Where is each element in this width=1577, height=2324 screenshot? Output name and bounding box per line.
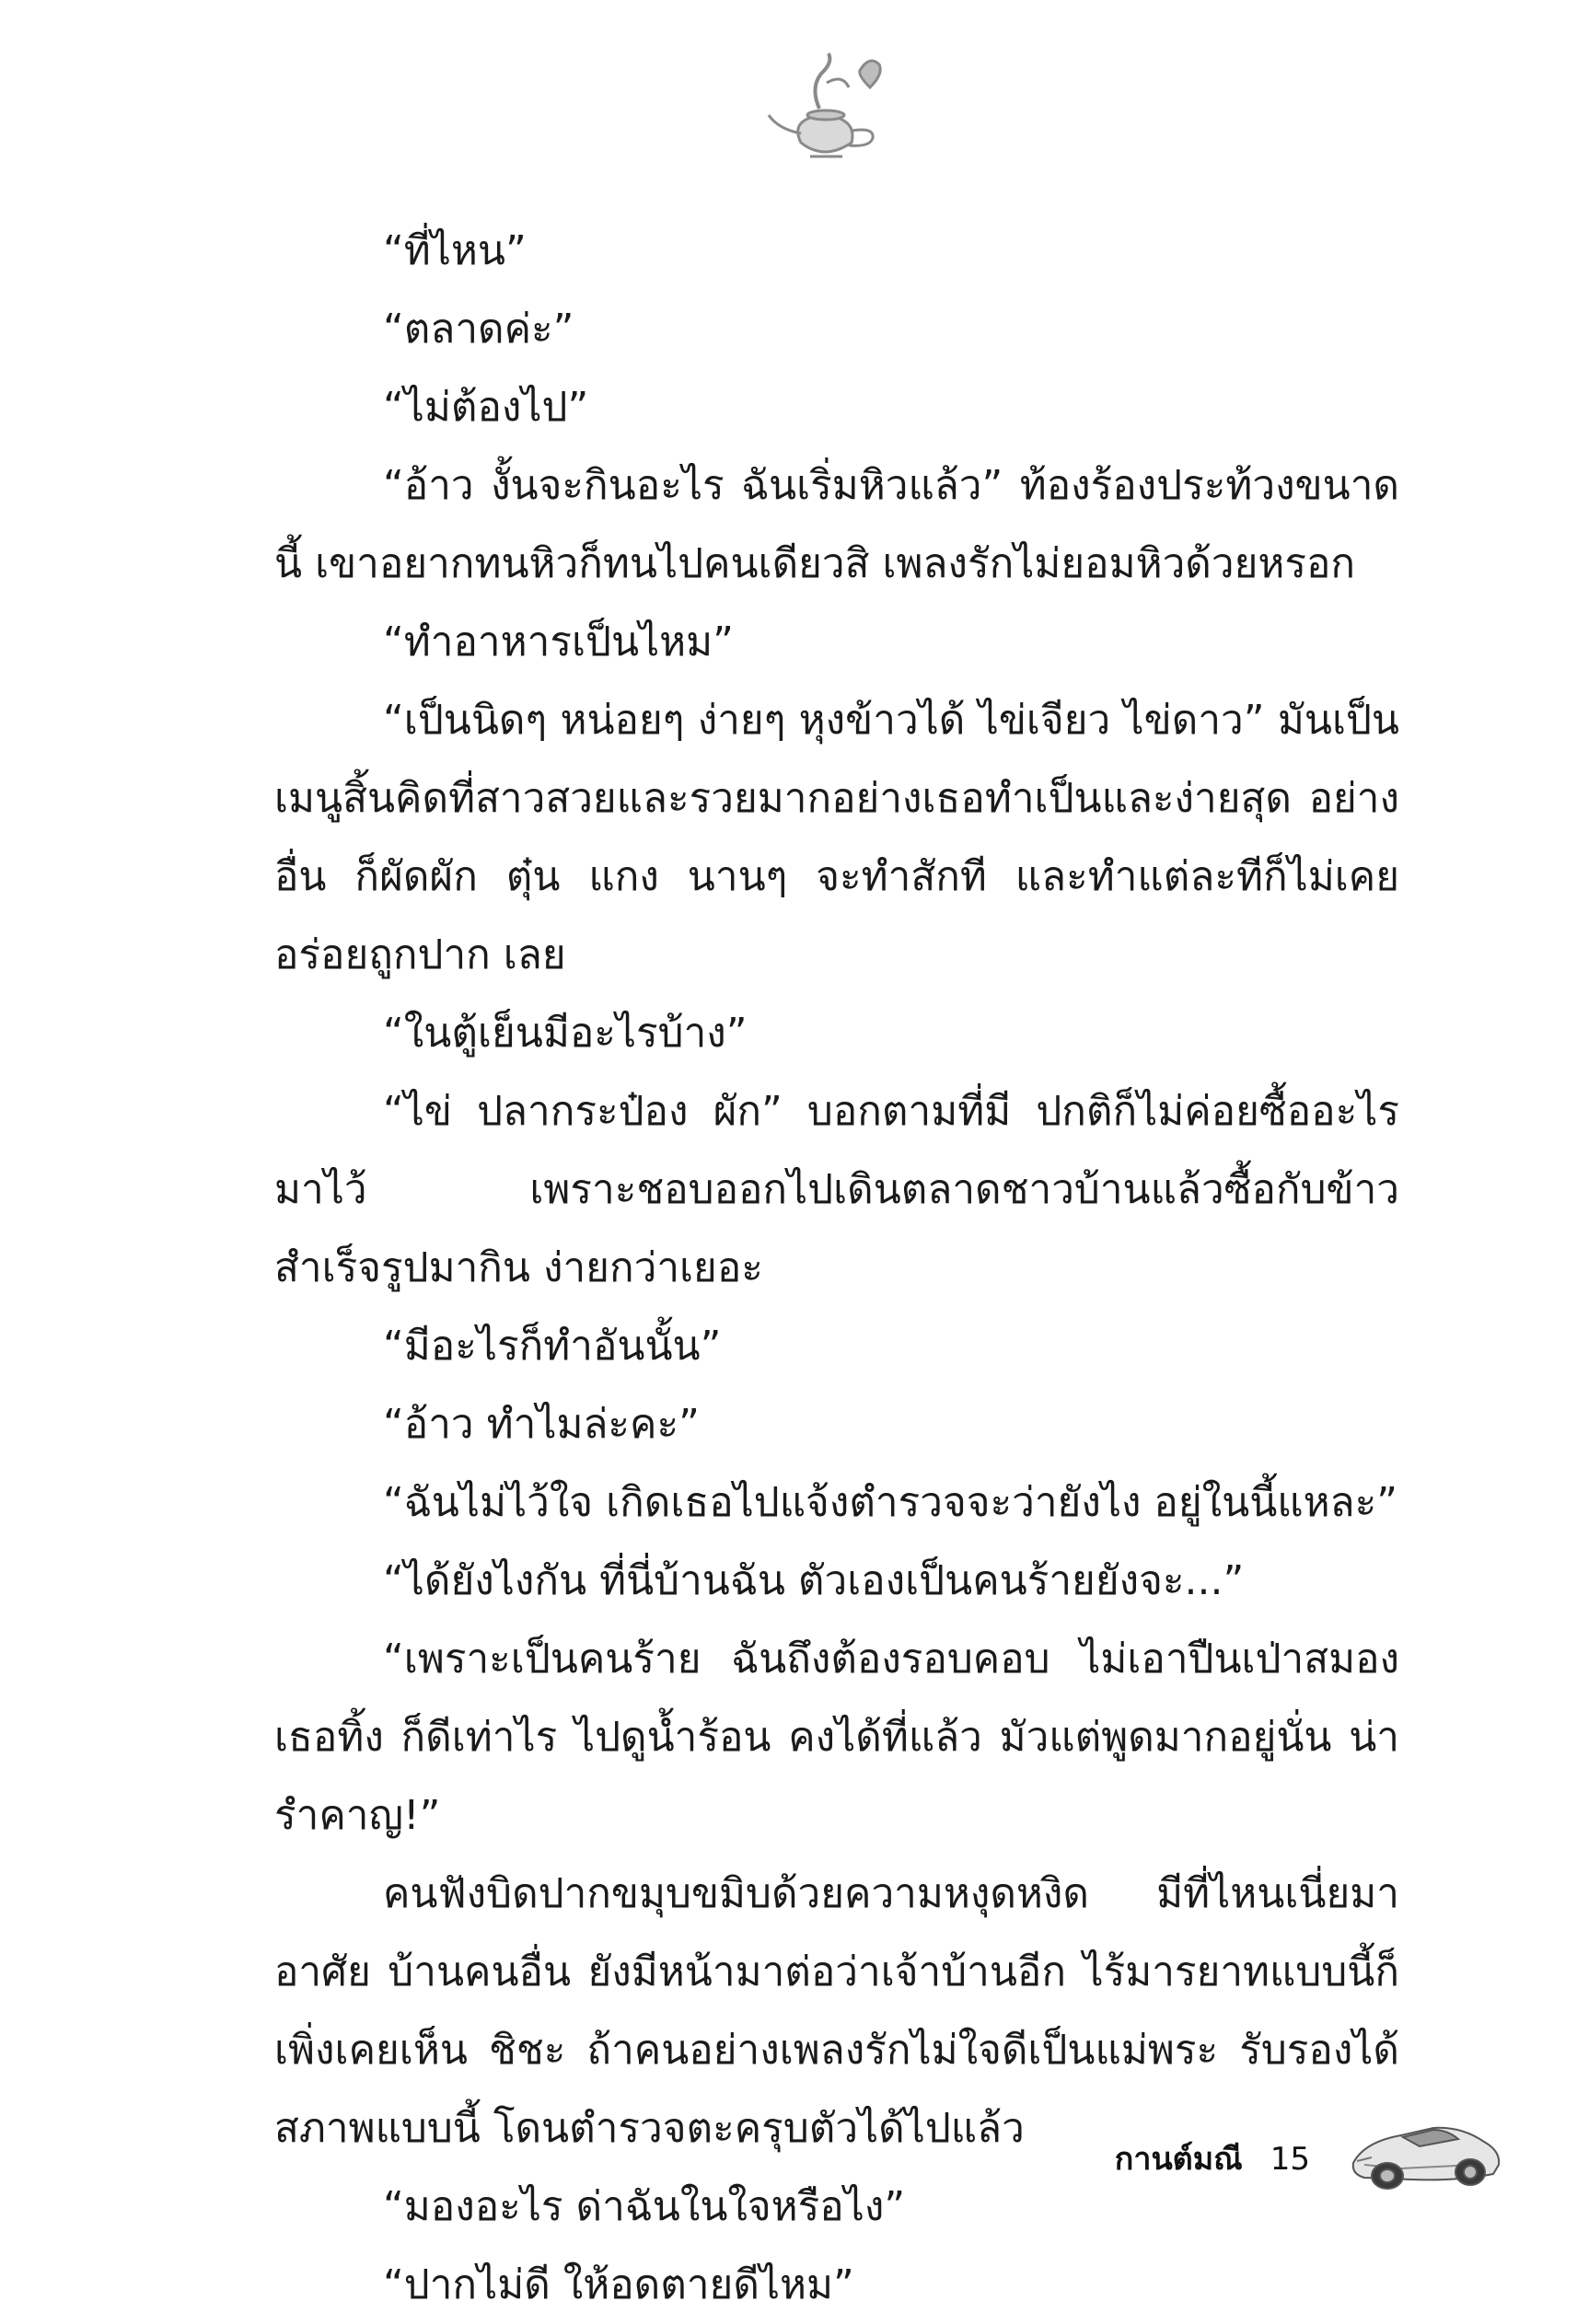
paragraph: “อ้าว ทำไมล่ะคะ” bbox=[383, 1401, 700, 1448]
paragraph: “ที่ไหน” bbox=[383, 227, 527, 274]
paragraph: “ไข่ ปลากระป๋อง ผัก” บอกตามที่มี ปกติก็ไม่ค่อยซื้ออะไร มาไว้ เพราะชอบออกไปเดินตลาดชาวบ้านแล้วซื้อกับข้าวสำเร็จรูปมากิน ง่ายกว่าเยอะ bbox=[274, 1088, 1399, 1291]
paragraph: “มีอะไรก็ทำอันนั้น” bbox=[383, 1323, 722, 1370]
body-text bbox=[274, 212, 1399, 2324]
paragraph: “ได้ยังไงกัน ที่นี่บ้านฉัน ตัวเองเป็นคนร้ายยังจะ...” bbox=[383, 1557, 1245, 1604]
paragraph: “ปากไม่ดี ให้อดตายดีไหม” bbox=[383, 2261, 854, 2308]
paragraph: “ฉันไม่ไว้ใจ เกิดเธอไปแจ้งตำรวจจะว่ายังไง อยู่ในนี้แหละ” bbox=[383, 1479, 1398, 1526]
paragraph: “ทำอาหารเป็นไหม” bbox=[383, 619, 734, 665]
paragraph: “ตลาดค่ะ” bbox=[383, 306, 574, 353]
page-footer bbox=[1115, 2133, 1310, 2183]
paragraph: คนฟังบิดปากขมุบขมิบด้วยความหงุดหงิด มีที่ไหนเนี่ยมาอาศัย บ้านคนอื่น ยังมีหน้ามาต่อว่าเจ้าบ้านอีก ไร้มารยาทแบบนี้ก็เพิ่งเคยเห็น ชิชะ ถ้าคนอย่างเพลงรักไม่ใจดีเป็นแม่พระ รับรองได้ สภาพแบบนี้ โดนตำรวจตะครุบตัวได้ไปแล้ว bbox=[274, 1870, 1399, 2152]
page-number: 15 bbox=[1270, 2141, 1310, 2178]
sports-car-icon bbox=[1346, 2091, 1507, 2202]
book-title: กานต์มณี bbox=[1114, 2141, 1243, 2178]
paragraph: “ไม่ต้องไป” bbox=[383, 384, 589, 431]
paragraph: “มองอะไร ด่าฉันในใจหรือไง” bbox=[383, 2183, 906, 2230]
paragraph: “ในตู้เย็นมีอะไรบ้าง” bbox=[383, 1010, 748, 1057]
paragraph: “เป็นนิดๆ หน่อยๆ ง่ายๆ หุงข้าวได้ ไข่เจียว ไข่ดาว” มันเป็น เมนูสิ้นคิดที่สาวสวยและรวยมากอย่างเธอทำเป็นและง่ายสุด อย่างอื่น ก็ผัดผัก ตุ๋น แกง นานๆ จะทำสักที และทำแต่ละทีก็ไม่เคยอร่อยถูกปาก เลย bbox=[274, 697, 1399, 978]
paragraph: “เพราะเป็นคนร้าย ฉันถึงต้องรอบคอบ ไม่เอาปืนเป่าสมองเธอทิ้ง ก็ดีเท่าไร ไปดูน้ำร้อน คงได้ที่แล้ว มัวแต่พูดมากอยู่นั่น น่ารำคาญ!” bbox=[274, 1636, 1399, 1839]
teapot-ornament-icon bbox=[746, 46, 902, 175]
paragraph: “อ้าว งั้นจะกินอะไร ฉันเริ่มหิวแล้ว” ท้องร้องประท้วงขนาดนี้ เขาอยากทนหิวก็ทนไปคนเดียวสิ เพลงรักไม่ยอมหิวด้วยหรอก bbox=[274, 462, 1399, 587]
